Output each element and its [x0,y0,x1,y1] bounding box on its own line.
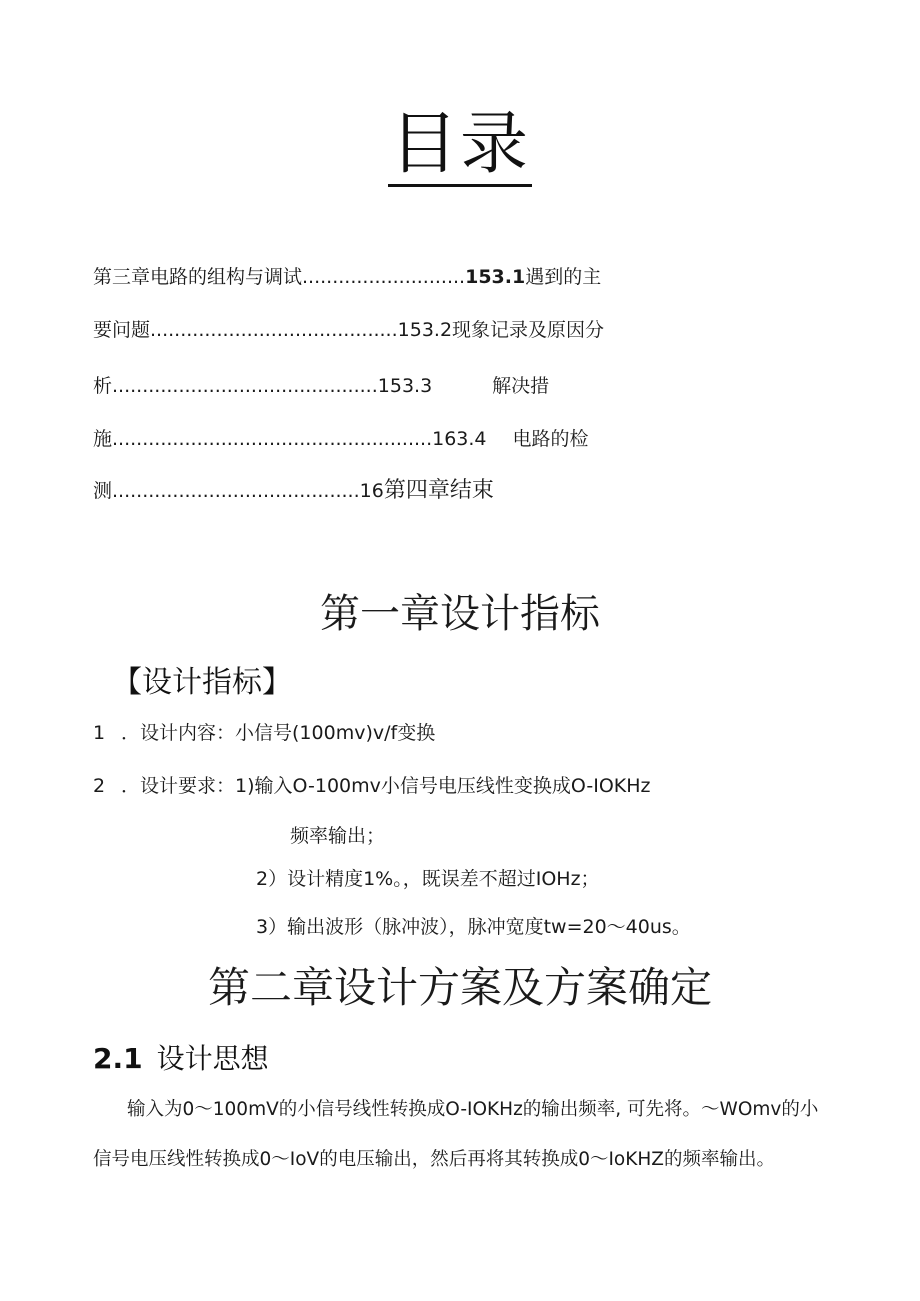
toc-dot-leader: ..................................................... [112,428,433,450]
toc-dot-leader: ............................................ [112,375,378,397]
toc-dot-leader: ......................................... [112,480,360,502]
toc-entry-tail: 现象记录及原因分 [452,319,605,341]
chapter-2-heading: 第二章设计方案及方案确定 [207,963,712,1012]
toc-entry[interactable] [93,316,604,344]
sub-item: 2）设计精度1%。，既误差不超过IOHz； [256,868,600,890]
list-item-continuation: 频率输出； [290,825,386,847]
toc-entry-tail: 电路的检 [512,428,589,450]
toc-dot-leader: ........................... [302,266,466,288]
toc-entry-text: 要问题 [93,319,151,341]
section-heading-design-indicators: 【设计指标】 [112,665,292,700]
section-heading [93,1040,269,1078]
list-item-number: 1 [93,722,106,744]
toc-dot-leader: ......................................... [150,319,398,341]
toc-page-number: 153.1 [465,266,526,288]
toc-entry-text: 施 [93,428,113,450]
list-item [93,719,435,747]
chapter-1-heading: 第一章设计指标 [320,591,600,637]
toc-entry-tail: 解决措 [492,375,550,397]
toc-entry[interactable] [93,263,601,291]
toc-page-number: 16 [359,480,384,502]
toc-page-number: 153.2 [397,319,453,341]
toc-title [0,100,920,190]
sub-item: 3）输出波形（脉冲波），脉冲宽度tw=20〜40us。 [256,916,691,938]
list-item-value: 小信号(100mv)v/f变换 [235,722,436,744]
list-item-number: 2 [93,775,106,797]
paragraph-line: 输入为0〜100mV的小信号线性转换成O-IOKHz的输出频率, 可先将。〜WOmv的小 [127,1099,819,1120]
toc-entry[interactable] [93,425,589,453]
toc-entry-tail: 第四章结束 [383,478,494,503]
toc-entry-text: 析 [93,375,113,397]
list-item-label: ．设计内容： [121,722,236,744]
toc-entry-tail: 遇到的主 [525,266,602,288]
toc-entry-text: 第三章电路的组构与调试 [93,266,303,288]
list-item [93,772,651,800]
list-item-label: ．设计要求： [121,775,236,797]
toc-entry[interactable] [93,372,549,400]
section-title: 设计思想 [156,1042,269,1075]
toc-page-number: 153.3 [377,375,433,397]
toc-page-number: 163.4 [432,428,487,450]
toc-entry[interactable] [93,477,494,505]
paragraph-line: 信号电压线性转换成0〜IoV的电压输出，然后再将其转换成0〜IoKHZ的频率输出。 [93,1149,775,1170]
list-item-value: 1)输入O-100mv小信号电压线性变换成O-IOKHz [235,775,651,797]
toc-entry-text: 测 [93,480,113,502]
section-number: 2.1 [93,1042,143,1075]
toc-title-text: 目录 [388,105,532,187]
